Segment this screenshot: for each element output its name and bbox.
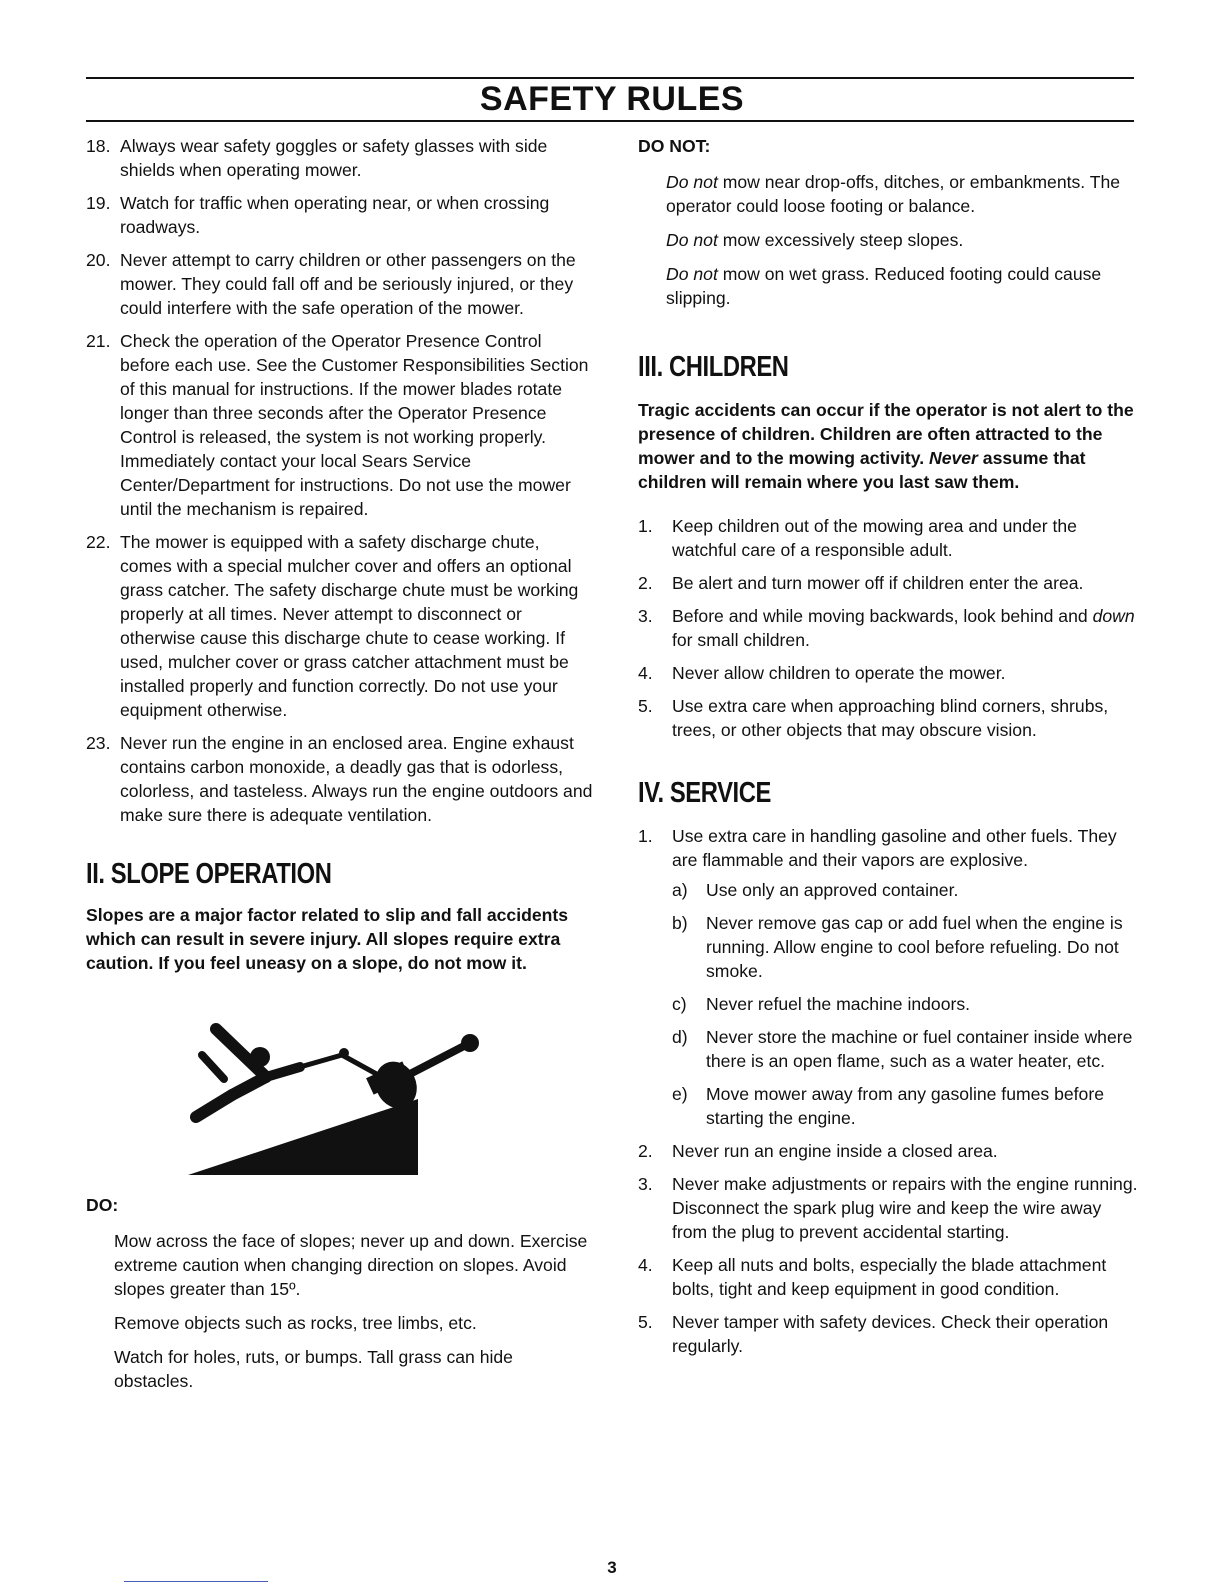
item-text: Before and while moving backwards, look behind and — [672, 606, 1093, 626]
item-number: 2. — [638, 573, 653, 593]
do-not-emphasis: Do not — [666, 172, 718, 192]
list-item — [86, 248, 596, 320]
item-number: 19. — [86, 193, 111, 213]
children-intro-emphasis: Never — [928, 448, 978, 468]
sub-item-letter: c) — [672, 994, 687, 1014]
list-item — [638, 1172, 1138, 1244]
list-item — [86, 329, 596, 521]
item-text: Never allow children to operate the mower. — [672, 663, 1006, 683]
sub-item-letter: a) — [672, 880, 688, 900]
children-heading: III. CHILDREN — [638, 351, 789, 383]
list-item — [86, 191, 596, 239]
item-number: 1. — [638, 516, 653, 536]
item-number: 3. — [638, 1174, 653, 1194]
item-text: Check the operation of the Operator Presence Control before each use. See the Customer Responsibilities Section of this manual for instructions. If the mower blades rotate longer than three seconds after the Operator Presence Control is released, the system is not working properly. Immediately contact your local Sears Service Center/Department for instructions. Do not use the mower until the mechanism is repaired. — [120, 331, 589, 519]
sub-item-text: Never store the machine or fuel container inside where there is an open flame, such as a water heater, etc. — [706, 1027, 1133, 1071]
do-item: Remove objects such as rocks, tree limbs, etc. — [114, 1313, 477, 1333]
item-number: 4. — [638, 663, 653, 683]
service-list — [638, 824, 1138, 1358]
item-text: Never attempt to carry children or other passengers on the mower. They could fall off and be seriously injured, or they could interfere with the safe operation of the mower. — [120, 250, 576, 318]
item-text: Never make adjustments or repairs with the engine running. Disconnect the spark plug wire and keep the wire away from the plug to prevent accidental starting. — [672, 1174, 1138, 1242]
do-label: DO: — [86, 1195, 119, 1215]
do-not-item — [666, 170, 1138, 218]
slope-fall-icon — [182, 1019, 482, 1181]
list-item — [638, 1139, 1138, 1163]
do-items — [86, 1229, 596, 1393]
item-text: Use extra care when approaching blind corners, shrubs, trees, or other objects that may obscure vision. — [672, 696, 1109, 740]
do-item: Watch for holes, ruts, or bumps. Tall grass can hide obstacles. — [114, 1347, 513, 1391]
do-not-emphasis: Do not — [666, 230, 718, 250]
sub-list-item — [672, 1025, 1138, 1073]
do-not-emphasis: Do not — [666, 264, 718, 284]
list-item — [638, 604, 1138, 652]
item-text: Watch for traffic when operating near, or when crossing roadways. — [120, 193, 550, 237]
slope-intro: Slopes are a major factor related to slip and fall accidents which can result in severe injury. All slopes require extra caution. If you feel uneasy on a slope, do not mow it. — [86, 905, 569, 973]
children-intro — [638, 398, 1138, 494]
item-number: 3. — [638, 606, 653, 626]
item-text: Be alert and turn mower off if children enter the area. — [672, 573, 1084, 593]
item-text: Keep children out of the mowing area and under the watchful care of a responsible adult. — [672, 516, 1077, 560]
item-number: 23. — [86, 733, 111, 753]
list-item — [86, 731, 596, 827]
item-number: 22. — [86, 532, 111, 552]
item-text-end: for small children. — [672, 630, 810, 650]
sub-list-item — [672, 1082, 1138, 1130]
list-item — [638, 571, 1138, 595]
sub-list-item — [672, 992, 1138, 1016]
item-number: 20. — [86, 250, 111, 270]
do-not-item — [666, 228, 1138, 252]
list-item — [86, 530, 596, 722]
page-number: 3 — [607, 1558, 617, 1577]
list-item — [638, 1253, 1138, 1301]
do-not-text: mow excessively steep slopes. — [717, 230, 964, 250]
page-title: SAFETY RULES — [479, 80, 745, 118]
list-item — [86, 134, 596, 182]
sub-item-text: Use only an approved container. — [706, 880, 959, 900]
right-column — [638, 134, 1138, 1367]
list-item — [638, 824, 1138, 1130]
sub-item-letter: e) — [672, 1084, 688, 1104]
sub-item-text: Never refuel the machine indoors. — [706, 994, 971, 1014]
sub-item-text: Never remove gas cap or add fuel when the engine is running. Allow engine to cool before refueling. Do not smoke. — [706, 913, 1123, 981]
list-item — [638, 661, 1138, 685]
item-text: Keep all nuts and bolts, especially the blade attachment bolts, tight and keep equipment in good condition. — [672, 1255, 1107, 1299]
item-text: The mower is equipped with a safety discharge chute, comes with a special mulcher cover and offers an optional grass catcher. The safety discharge chute must be working properly at all times. Never attempt to disconnect or otherwise cause this discharge chute to cease working. If used, mulcher cover or grass catcher attachment must be installed properly and function correctly. Do not use your equipment otherwise. — [120, 532, 579, 720]
item-text: Always wear safety goggles or safety glasses with side shields when operating mower. — [120, 136, 548, 180]
children-intro-text: Tragic accidents can occur if the operator is not alert to the presence of children. Children are often attracted to the mower and to the mowing activity. — [638, 400, 1134, 468]
do-not-text: mow on wet grass. Reduced footing could cause slipping. — [666, 264, 1102, 308]
item-emphasis: down — [1092, 606, 1135, 626]
slope-operation-heading: II. SLOPE OPERATION — [86, 858, 332, 890]
sub-item-letter: d) — [672, 1027, 688, 1047]
footer-rule — [124, 1581, 268, 1582]
list-item — [638, 694, 1138, 742]
do-item: Mow across the face of slopes; never up and down. Exercise extreme caution when changing direction on slopes. Avoid slopes greater than 15º. — [114, 1231, 588, 1299]
item-number: 2. — [638, 1141, 653, 1161]
fuel-sub-list — [672, 878, 1138, 1130]
sub-item-text: Move mower away from any gasoline fumes before starting the engine. — [706, 1084, 1104, 1128]
item-text: Never run an engine inside a closed area. — [672, 1141, 998, 1161]
header-rule-bottom — [86, 120, 1134, 122]
list-item — [638, 1310, 1138, 1358]
do-not-label: DO NOT: — [638, 136, 711, 156]
list-item — [638, 514, 1138, 562]
slope-warning-figure — [86, 1019, 596, 1181]
safety-rules-list — [86, 134, 596, 827]
item-number: 5. — [638, 696, 653, 716]
item-number: 5. — [638, 1312, 653, 1332]
left-column — [86, 134, 596, 1403]
sub-list-item — [672, 878, 1138, 902]
item-number: 4. — [638, 1255, 653, 1275]
item-number: 1. — [638, 826, 653, 846]
item-number: 21. — [86, 331, 111, 351]
children-list — [638, 514, 1138, 742]
do-not-item — [666, 262, 1138, 310]
item-text: Never tamper with safety devices. Check their operation regularly. — [672, 1312, 1109, 1356]
children-intro-text-end: assume that children will remain where you last saw them. — [638, 448, 1086, 492]
sub-list-item — [672, 911, 1138, 983]
do-not-text: mow near drop-offs, ditches, or embankments. The operator could loose footing or balance. — [666, 172, 1121, 216]
service-heading: IV. SERVICE — [638, 777, 771, 809]
item-text: Never run the engine in an enclosed area. Engine exhaust contains carbon monoxide, a deadly gas that is odorless, colorless, and tasteless. Always run the engine outdoors and make sure there is adequate ventilation. — [120, 733, 593, 825]
sub-item-letter: b) — [672, 913, 688, 933]
item-text: Use extra care in handling gasoline and other fuels. They are flammable and their vapors are explosive. — [672, 826, 1117, 870]
do-not-items — [638, 170, 1138, 310]
item-number: 18. — [86, 136, 111, 156]
